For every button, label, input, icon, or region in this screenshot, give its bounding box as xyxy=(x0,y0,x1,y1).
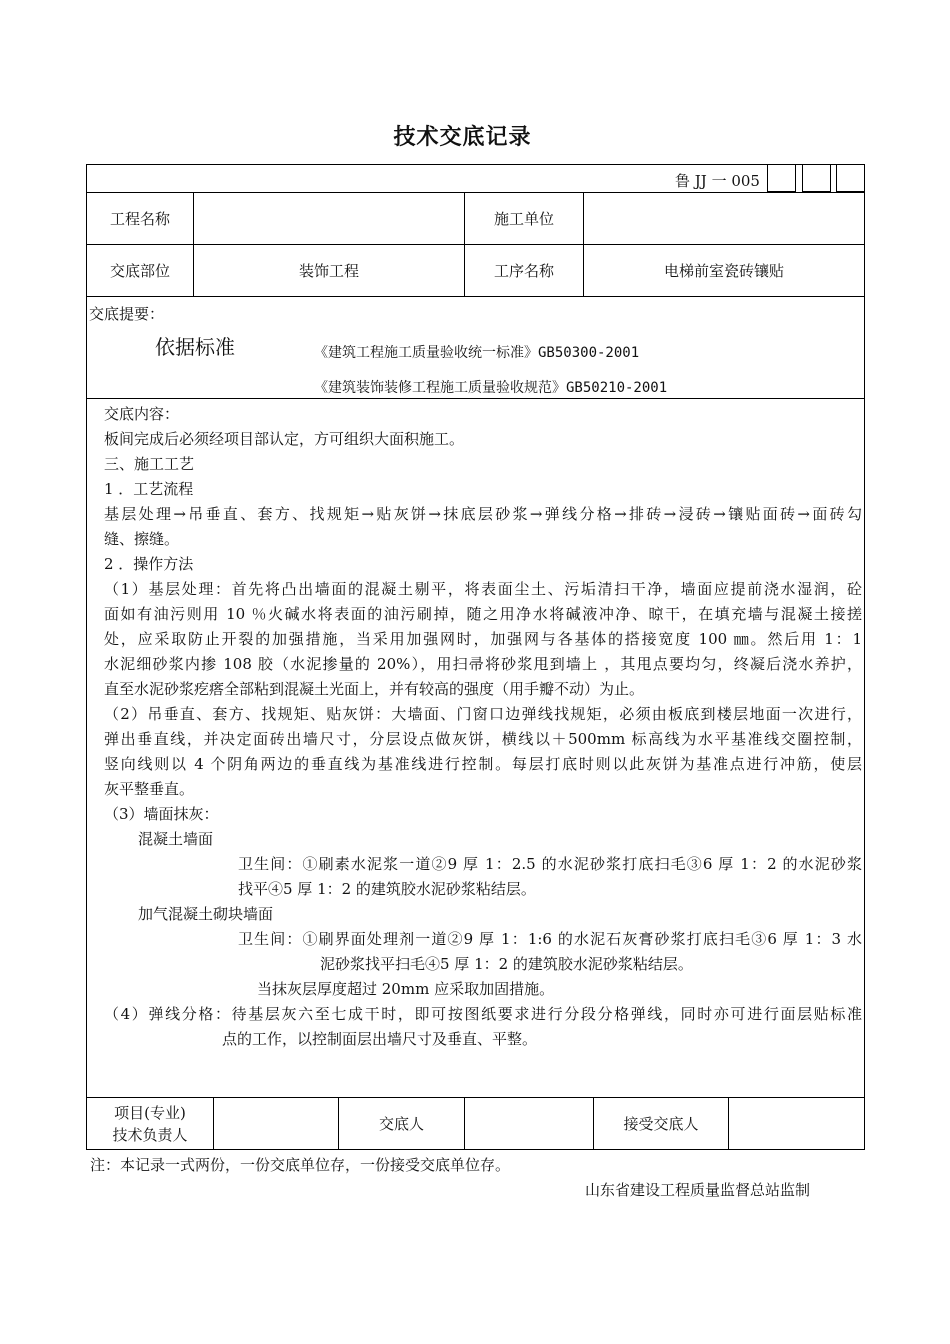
content-line: 灰平整垂直。 xyxy=(104,780,195,798)
process-value[interactable]: 电梯前室瓷砖镶贴 xyxy=(663,262,784,280)
content-line: 当抹灰层厚度超过 20mm 应采取加固措施。 xyxy=(257,980,555,998)
location-value[interactable]: 装饰工程 xyxy=(298,262,359,280)
content-line: （1）基层处理：首先将凸出墙面的混凝土剔平，将表面尘土、污垢清扫干净，墙面应提前浇水湿润，砼 xyxy=(104,580,862,598)
standard-2: 《建筑装饰装修工程施工质量验收规范》GB50210-2001 xyxy=(314,380,668,396)
content-heading: 交底内容： xyxy=(104,405,180,423)
content-line: 卫生间：①刷界面处理剂一道②9 厚 1：1:6 的水泥石灰膏砂浆打底扫毛③6 厚 1：3 水 xyxy=(238,930,862,948)
summary-label: 交底提要： xyxy=(89,305,165,323)
receiver-field[interactable] xyxy=(729,1098,864,1149)
tech-lead-label-line1: 项目(专业) xyxy=(114,1103,186,1122)
basis-label: 依据标准 xyxy=(155,335,235,359)
project-name-field[interactable] xyxy=(194,193,464,244)
subsection-heading: 2 ．操作方法 xyxy=(104,555,194,573)
content-line: 基层处理→吊垂直、套方、找规矩→贴灰饼→抹底层砂浆→弹线分格→排砖→浸砖→镶贴面砖→面砖勾 xyxy=(104,505,862,523)
code-box-3[interactable] xyxy=(836,164,865,192)
content-line: 面如有油污则用 10 ％火碱水将表面的油污刷掉，随之用净水将碱液冲净、晾干，在填充墙与混凝土接搓 xyxy=(104,605,862,623)
content-line: 加气混凝土砌块墙面 xyxy=(138,905,274,923)
tech-lead-field[interactable] xyxy=(214,1098,338,1149)
construction-unit-label: 施工单位 xyxy=(493,210,554,228)
content-line: 竖向线则以 4 个阴角两边的垂直线为基准线进行控制。每层打底时则以此灰饼为基准点进行冲筋，使层 xyxy=(104,755,862,773)
content-line: （4）弹线分格：待基层灰六至七成干时，即可按图纸要求进行分段分格弹线，同时亦可进行面层贴标准 xyxy=(104,1005,862,1023)
location-label: 交底部位 xyxy=(109,262,170,280)
content-line: 水泥细砂浆内掺 108 胶（水泥掺量的 20%），用扫帚将砂浆甩到墙上 ，其甩点要均匀，终凝后浇水养护， xyxy=(104,655,862,673)
content-line: 缝、擦缝。 xyxy=(104,530,180,548)
content-line: 找平④5 厚 1：2 的建筑胶水泥砂浆粘结层。 xyxy=(238,880,536,898)
construction-unit-field[interactable] xyxy=(584,193,864,244)
issuer: 山东省建设工程质量监督总站监制 xyxy=(585,1181,811,1199)
code-box-1[interactable] xyxy=(767,164,796,192)
receiver-label: 接受交底人 xyxy=(623,1115,699,1133)
content-line: 直至水泥砂浆疙瘩全部粘到混凝土光面上，并有较高的强度（用手瓣不动）为止。 xyxy=(104,680,645,698)
process-label: 工序名称 xyxy=(493,262,554,280)
presenter-field[interactable] xyxy=(465,1098,593,1149)
content-line: 混凝土墙面 xyxy=(138,830,214,848)
footnote: 注：本记录一式两份，一份交底单位存，一份接受交底单位存。 xyxy=(90,1156,511,1174)
content-line: 弹出垂直线，并决定面砖出墙尺寸，分层设点做灰饼，横线以＋500mm 标高线为水平基准线交圈控制， xyxy=(104,730,862,748)
content-line: 卫生间：①刷素水泥浆一道②9 厚 1：2.5 的水泥砂浆打底扫毛③6 厚 1：2 的水泥砂浆 xyxy=(238,855,862,873)
presenter-label: 交底人 xyxy=(378,1115,424,1133)
section-heading: 三、施工工艺 xyxy=(104,455,195,473)
subsection-heading: 1 ．工艺流程 xyxy=(104,480,194,498)
tech-lead-label-line2: 技术负责人 xyxy=(112,1125,188,1144)
code-box-2[interactable] xyxy=(802,164,831,192)
content-line: 处，应采取防止开裂的加强措施，当采用加强网时，加强网与各基体的搭接宽度 100 ㎜。然后用 1：1 xyxy=(104,630,862,648)
content-line: 泥砂浆找平扫毛④5 厚 1：2 的建筑胶水泥砂浆粘结层。 xyxy=(320,955,693,973)
document-code: 鲁 JJ 一 005 xyxy=(675,172,760,190)
subsection-heading: （3）墙面抹灰： xyxy=(104,805,219,823)
content-line: 点的工作，以控制面层出墙尺寸及垂直、平整。 xyxy=(222,1030,538,1048)
content-line: （2）吊垂直、套方、找规矩、贴灰饼：大墙面、门窗口边弹线找规矩，必须由板底到楼层地面一次进行， xyxy=(104,705,862,723)
project-name-label: 工程名称 xyxy=(109,210,170,228)
page-title: 技术交底记录 xyxy=(393,125,532,150)
tech-lead-label xyxy=(87,1098,213,1149)
content-line: 板间完成后必须经项目部认定，方可组织大面积施工。 xyxy=(104,430,465,448)
standard-1: 《建筑工程施工质量验收统一标准》GB50300-2001 xyxy=(314,345,640,361)
